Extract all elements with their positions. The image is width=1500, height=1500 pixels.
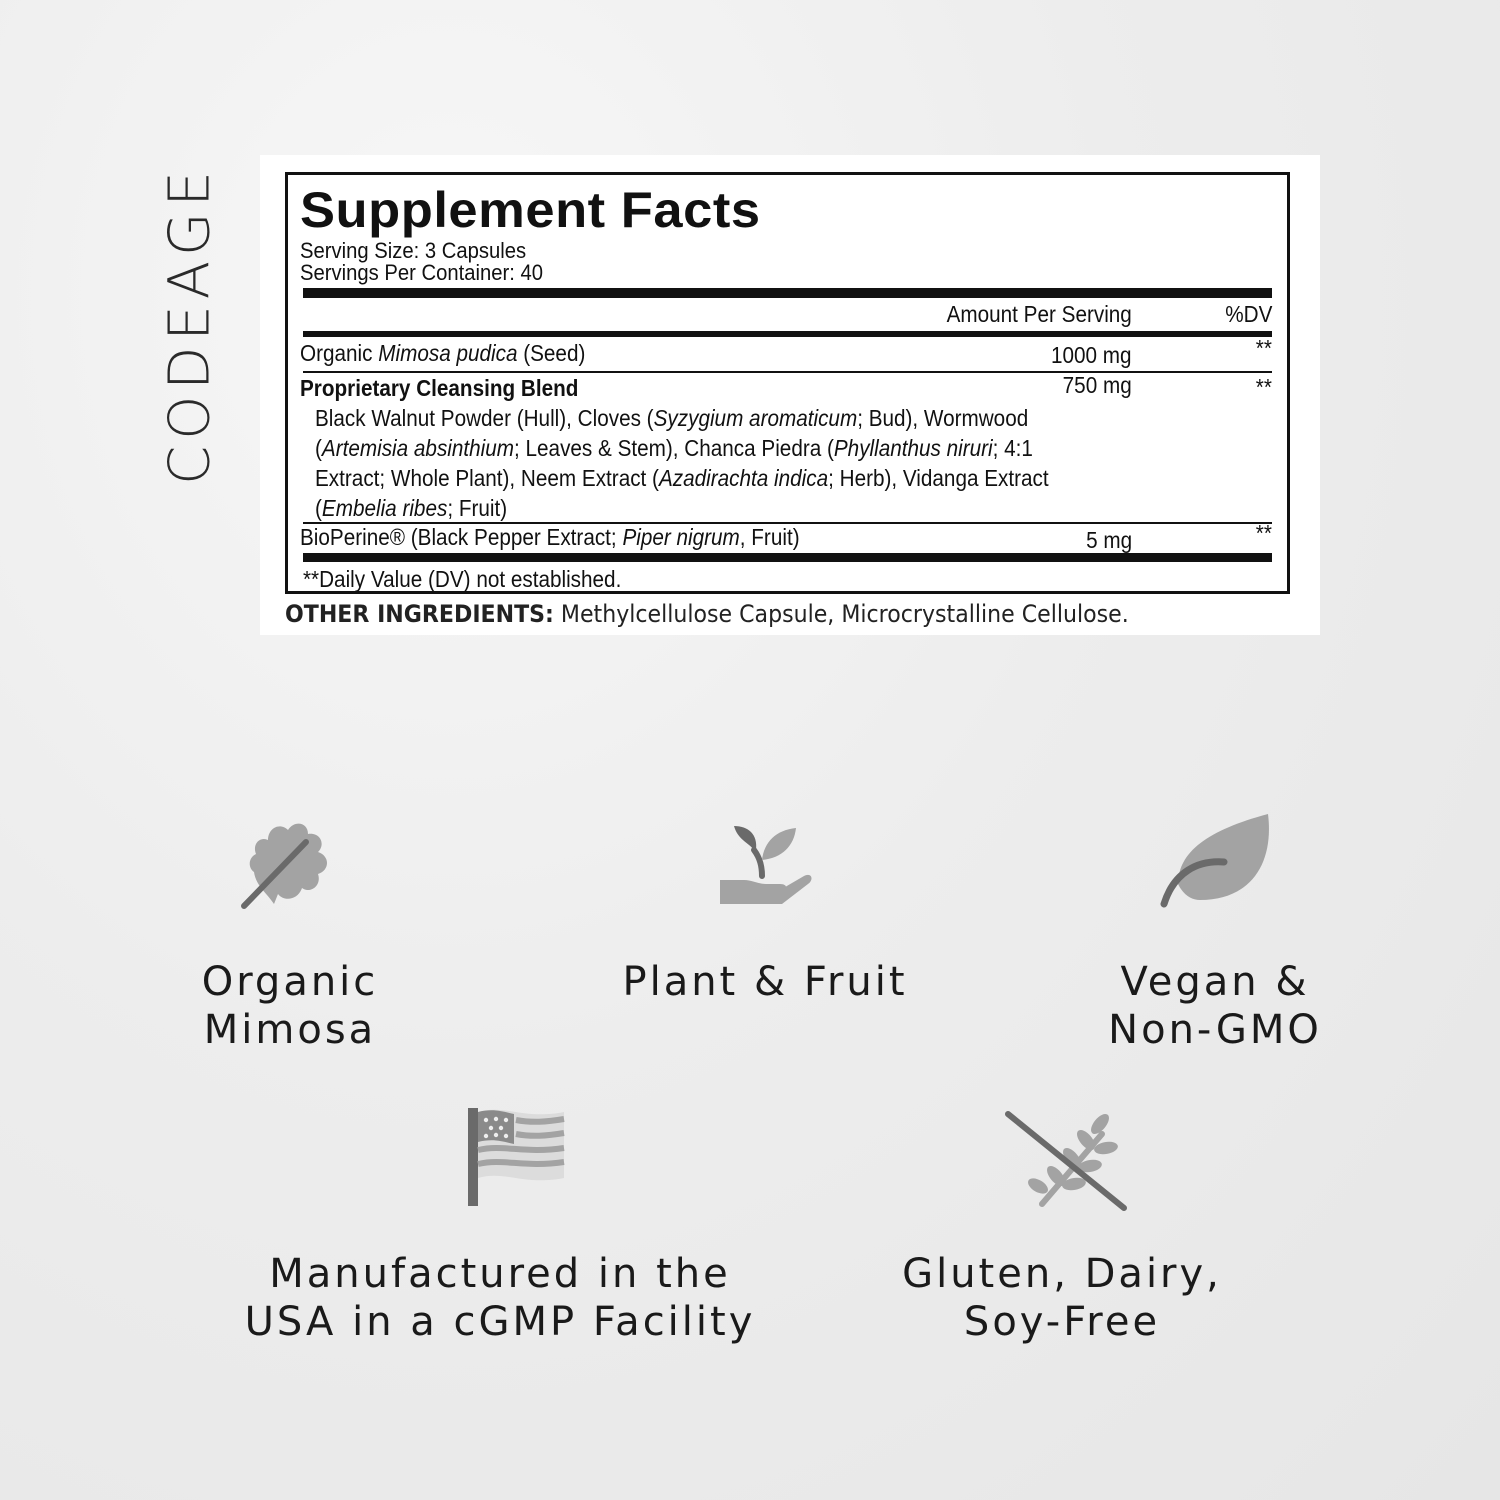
supplement-label-card bbox=[260, 155, 1320, 635]
feature-plant-fruit-label: Plant & Fruit bbox=[622, 959, 908, 1005]
sprout-in-hand-icon bbox=[718, 820, 814, 910]
ingredient-dv-mimosa: ** bbox=[1255, 335, 1272, 361]
ingredient-name-mimosa: Organic Mimosa pudica (Seed) bbox=[300, 340, 586, 366]
ingredient-amount-blend: 750 mg bbox=[1062, 372, 1132, 398]
ingredient-name-bioperine: BioPerine® (Black Pepper Extract; Piper nigrum, Fruit) bbox=[300, 524, 800, 550]
ingredient-name-blend: Proprietary Cleansing Blend bbox=[300, 375, 579, 401]
feature-allergen-free-label: Gluten, Dairy, Soy-Free bbox=[902, 1251, 1222, 1345]
leaf-icon bbox=[1158, 812, 1274, 912]
oak-leaf-icon bbox=[236, 812, 336, 912]
us-flag-icon bbox=[464, 1106, 568, 1208]
thick-divider bbox=[303, 288, 1272, 298]
ingredient-amount-mimosa: 1000 mg bbox=[1051, 342, 1132, 368]
other-ingredients: OTHER INGREDIENTS: Methylcellulose Capsule, Microcrystalline Cellulose. bbox=[285, 600, 1129, 628]
medium-divider bbox=[303, 331, 1272, 337]
supplement-facts-panel bbox=[285, 172, 1290, 594]
brand-logo: CODEAGE bbox=[157, 165, 223, 485]
blend-line: Black Walnut Powder (Hull), Cloves (Syzygium aromaticum; Bud), Wormwood bbox=[315, 405, 1029, 431]
dv-footnote: **Daily Value (DV) not established. bbox=[303, 566, 622, 592]
blend-line: (Artemisia absinthium; Leaves & Stem), Chanca Piedra (Phyllanthus niruri; 4:1 bbox=[315, 435, 1033, 461]
blend-line: Extract; Whole Plant), Neem Extract (Azadirachta indica; Herb), Vidanga Extract bbox=[315, 465, 1049, 491]
feature-vegan-label: Vegan & Non-GMO bbox=[1108, 959, 1322, 1053]
ingredient-dv-bioperine: ** bbox=[1255, 520, 1272, 546]
feature-usa-label: Manufactured in the USA in a cGMP Facility bbox=[244, 1251, 756, 1345]
header-amount: Amount Per Serving bbox=[946, 301, 1132, 327]
facts-title: Supplement Facts bbox=[300, 182, 761, 238]
blend-line: (Embelia ribes; Fruit) bbox=[315, 495, 508, 521]
feature-organic-mimosa-label: Organic Mimosa bbox=[201, 959, 379, 1053]
no-wheat-icon bbox=[1002, 1110, 1130, 1214]
servings-per-container: Servings Per Container: 40 bbox=[300, 260, 544, 285]
header-dv: %DV bbox=[1224, 301, 1272, 327]
ingredient-amount-bioperine: 5 mg bbox=[1085, 527, 1132, 553]
ingredient-dv-blend: ** bbox=[1255, 374, 1272, 400]
thick-divider bbox=[303, 553, 1272, 562]
serving-size: Serving Size: 3 Capsules bbox=[300, 238, 527, 263]
